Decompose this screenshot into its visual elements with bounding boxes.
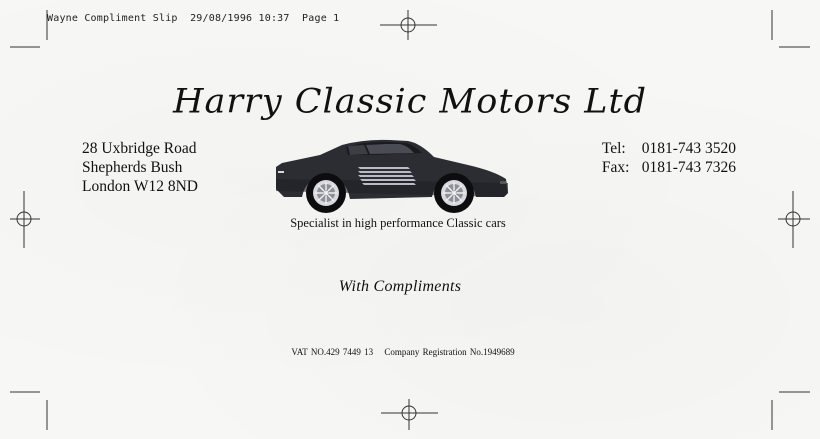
fax-number: 0181-743 7326 <box>641 159 736 176</box>
contact-details <box>602 139 736 177</box>
address-line-3: London W12 8ND <box>82 178 198 195</box>
fax-row <box>602 158 736 177</box>
telephone-label: Tel: <box>601 140 626 157</box>
address-line-2: Shepherds Bush <box>82 159 183 176</box>
telephone-row <box>602 139 736 158</box>
registration-details <box>0 347 806 357</box>
sports-car-icon <box>268 133 514 219</box>
company-registration-number: Company Registration No.1949689 <box>384 347 515 357</box>
company-name: Harry Classic Motors Ltd <box>172 83 647 121</box>
company-address <box>82 139 198 196</box>
tagline: Specialist in high performance Classic cars <box>290 216 506 230</box>
address-line-1: 28 Uxbridge Road <box>82 140 197 157</box>
print-header: Wayne Compliment Slip 29/08/1996 10:37 Page 1 <box>47 13 340 24</box>
vat-number: VAT NO.429 7449 13 <box>291 347 374 357</box>
telephone-number: 0181-743 3520 <box>641 140 736 157</box>
fax-label: Fax: <box>601 159 630 176</box>
with-compliments-heading: With Compliments <box>338 278 462 295</box>
